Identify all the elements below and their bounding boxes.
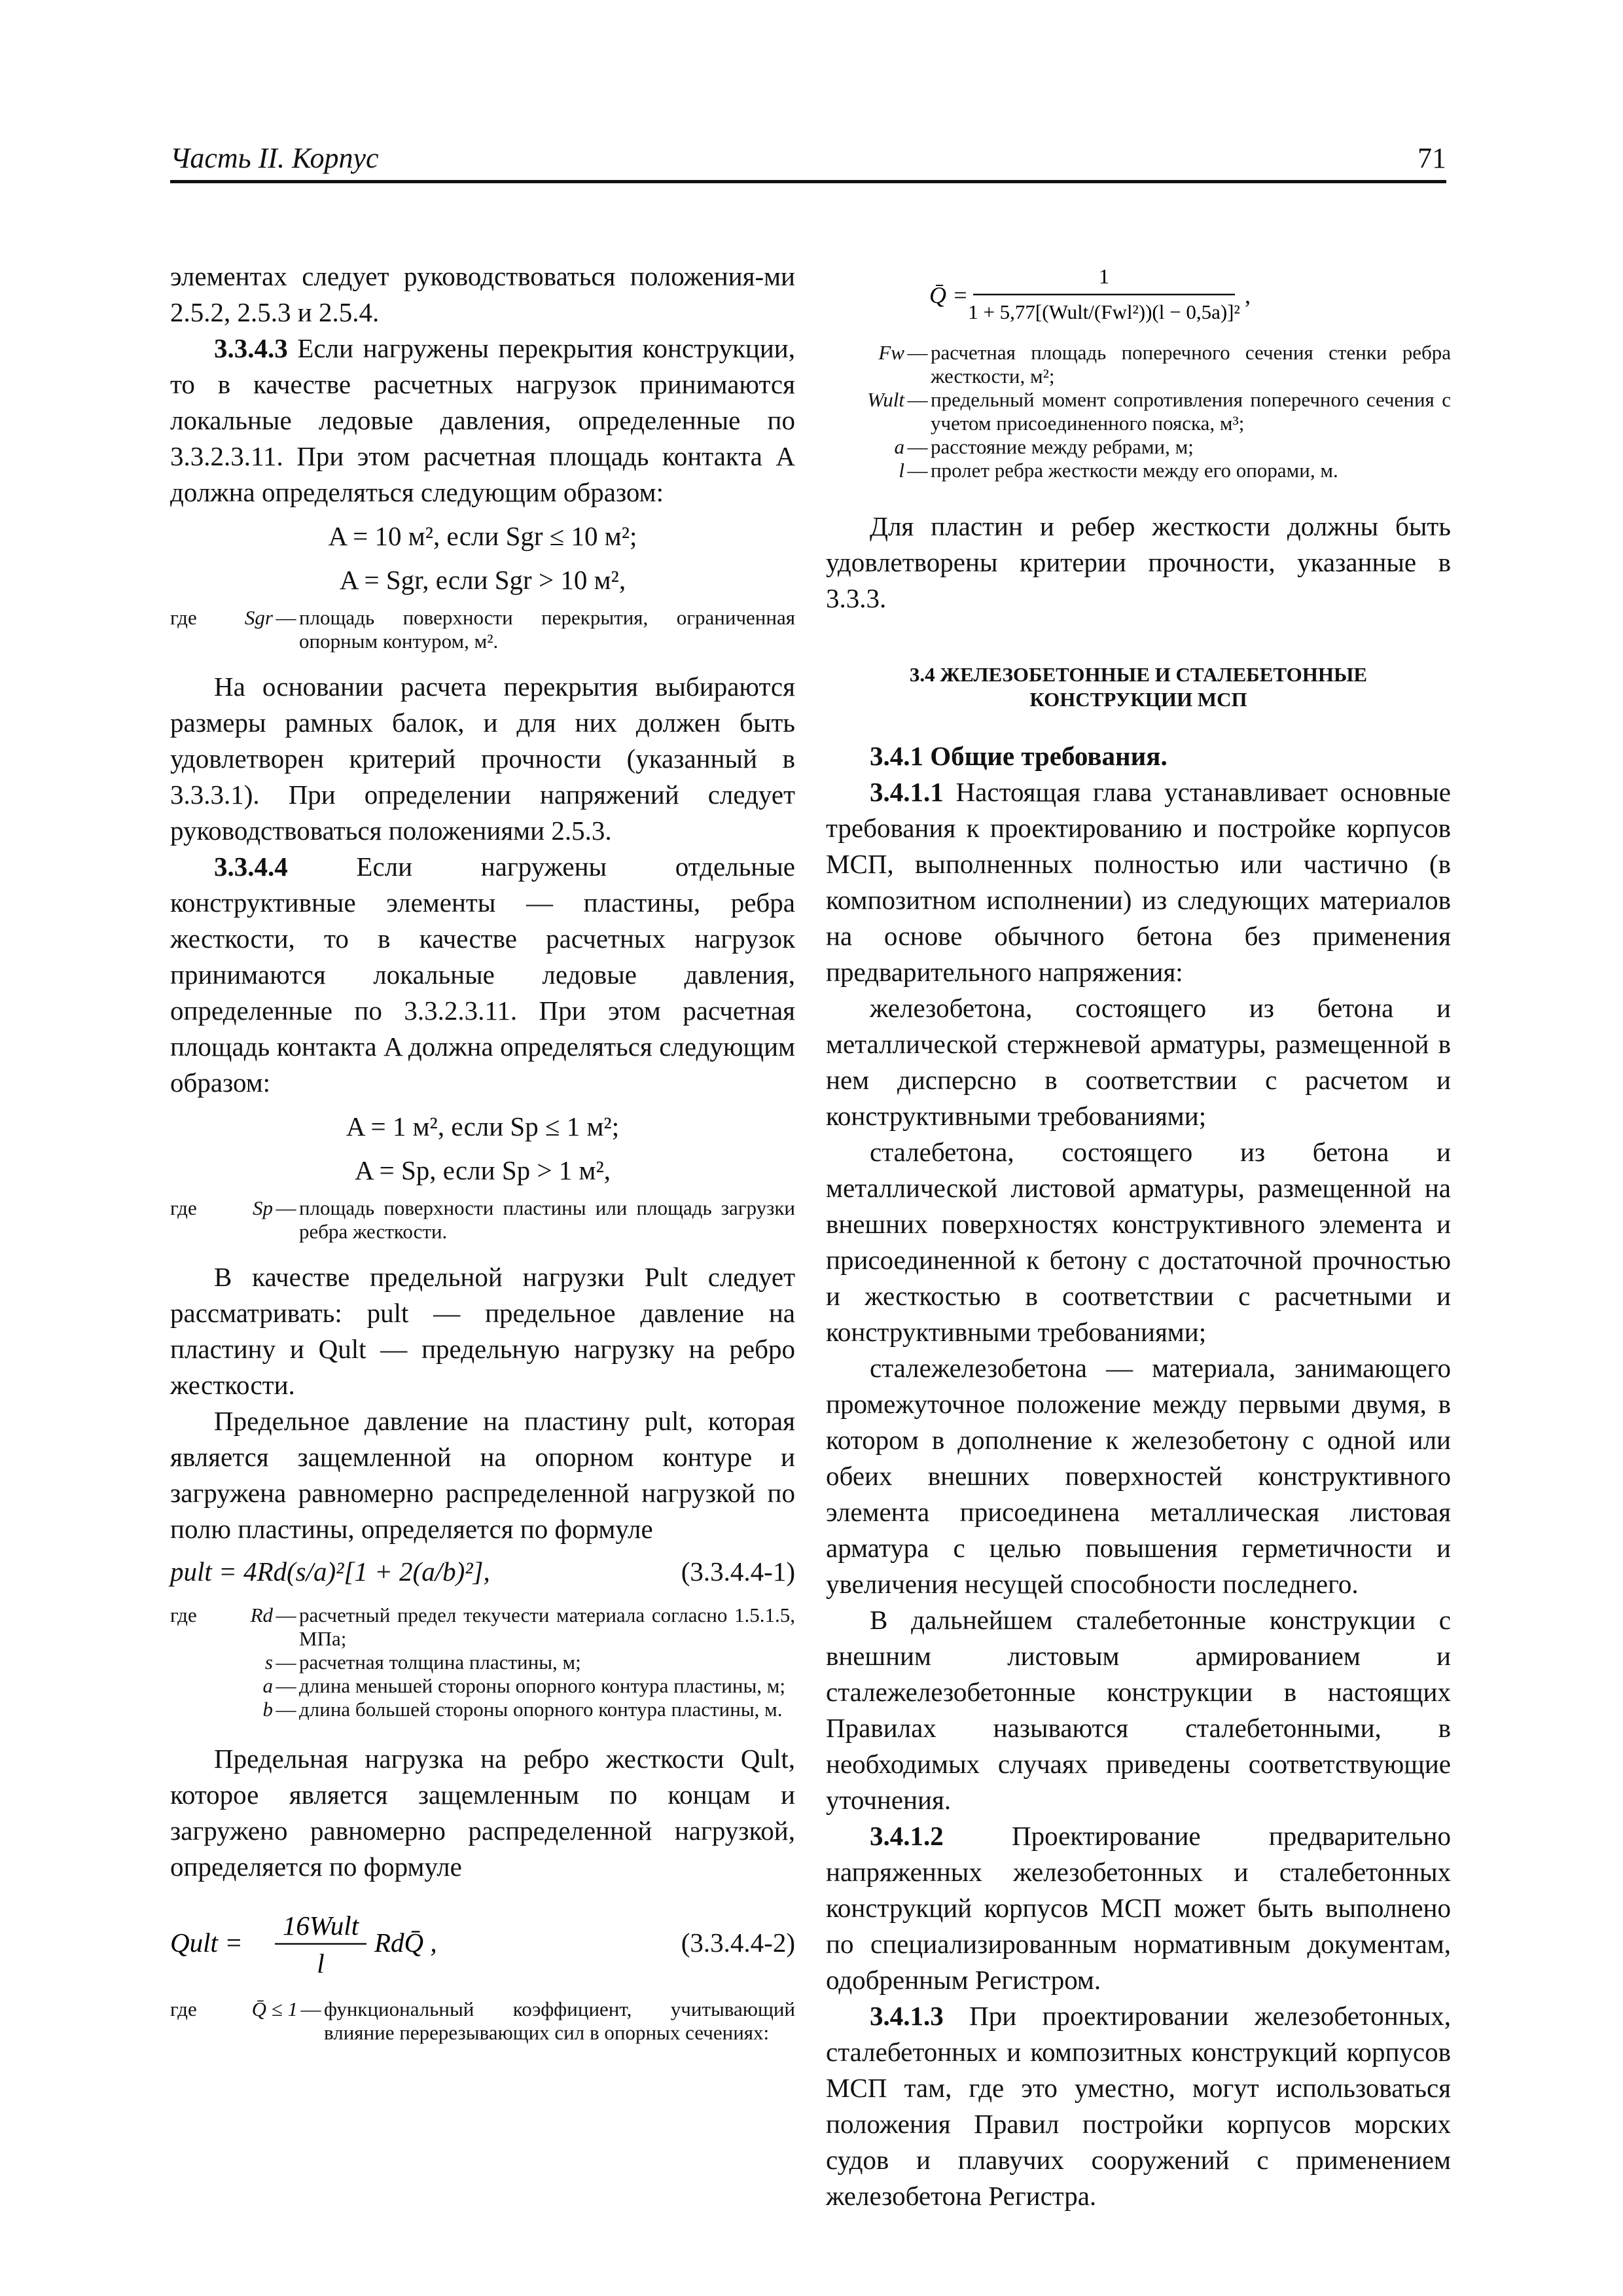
definition-text: расстояние между ребрами, м; [931,435,1194,458]
paragraph: Предельное давление на пластину pult, которая является защемленной на опорном контуре и загружена равномерно распределенной нагрузкой по полю пластины, определяется по формуле [170,1406,795,1544]
clause-number: 3.3.4.3 [214,333,288,363]
definition-text: функциональный коэффициент, учитывающий влияние перерезывающих сил в опорных сечениях: [324,1998,795,2044]
definition-row [170,1698,795,1721]
paragraph: В качестве предельной нагрузки Pult следует рассматривать: pult — предельное давление на пластину и Qult — предельную нагрузку на ребро жесткости. [170,1262,795,1400]
equation-lhs: Qult = [170,1928,243,1958]
formula: A = 1 м², если Sp ≤ 1 м²; [346,1111,620,1141]
equation-number: (3.3.4.4-2) [681,1928,795,1958]
page-header [170,141,1446,183]
equation-tail: , [1245,282,1251,308]
definition-text: длина большей стороны опорного контура пластины, м. [299,1698,783,1721]
dash: — [907,435,928,458]
symbol: b [262,1698,273,1721]
paragraph: На основании расчета перекрытия выбираются размеры рамных балок, и для них должен быть удовлетворен критерий прочности (указанный в 3.3.3.1). При определении напряжений следует руководствоваться положениями 2.5.3. [170,672,795,846]
definition-text: длина меньшей стороны опорного контура пластины, м; [299,1674,786,1697]
symbol: a [894,435,904,458]
paragraph: железобетона, состоящего из бетона и металлической стержневой арматуры, размещенной в нем дисперсно в соответствии с расчетом и конструктивными требованиями; [826,993,1451,1131]
clause-number: 3.3.4.4 [214,852,288,882]
clause-number: 3.4.1.3 [870,2001,944,2031]
where-label: где [170,1998,197,2020]
definition-row [170,1998,795,2045]
definition-row [170,1651,795,1674]
paragraph-text: Если нагружены перекрытия конструкции, то в качестве расчетных нагрузок принимаются локальные ледовые давления, определенные по 3.3.2.3.11. При этом расчетная площадь контакта A должна определяться следующим образом: [170,333,795,507]
dash: — [907,388,928,411]
formula: A = 10 м², если Sgr ≤ 10 м²; [328,521,637,551]
definitions [826,341,1451,482]
symbol: l [899,459,904,482]
clause-number: 3.4.1.1 [870,777,944,807]
definition-row [170,1674,795,1698]
dash: — [300,1998,321,2020]
clause-number: 3.4.1.2 [870,1821,944,1851]
symbol: s [264,1651,273,1674]
symbol: Sgr [244,606,273,629]
paragraph: сталежелезобетона — материала, занимающего промежуточное положение между первыми двумя, в котором в дополнение к железобетону с одной или обеих внешних поверхностей конструктивного элемента присоединена металлическая листовая арматура с целью повышения герметичности и увеличения несущей способности последнего. [826,1353,1451,1599]
fraction-denominator: l [317,1948,325,1979]
definition-row [826,459,1451,482]
paragraph [826,1998,1451,2214]
where-label: где [170,1604,197,1626]
dash: — [276,1674,296,1697]
symbol: Fw [878,341,904,364]
running-title: Часть II. Корпус [170,142,379,174]
definition-row [826,341,1451,388]
paragraph: сталебетона, состоящего из бетона и металлической листовой арматуры, размещенной на внешних поверхностях конструктивного элемента и присоединенной к бетону с достаточной прочностью и жесткостью в соответствии с расчетными и конструктивными требованиями; [826,1137,1451,1347]
fraction-numerator: 16Wult [282,1910,359,1941]
paragraph-text: Настоящая глава устанавливает основные требования к проектированию и постройке корпусов МСП, выполненных полностью или частично (в композитном исполнении) из следующих материалов на основе обычного бетона без применения предварительного напряжения: [826,777,1451,987]
definition-text: площадь поверхности пластины или площадь загрузки ребра жесткости. [299,1196,795,1243]
dash: — [907,341,928,364]
paragraph-text: При проектировании железобетонных, сталебетонных и композитных конструкций корпусов МСП там, где это уместно, могут использоваться положения Правил постройки корпусов морских судов и плавучих сооружений с применением железобетона Регистра. [826,2001,1451,2211]
equation [170,1554,795,1597]
right-column [826,259,1451,2214]
equation-number: (3.3.4.4-1) [681,1556,795,1587]
paragraph [170,849,795,1101]
left-column [170,259,795,2060]
equation-tail: RdQ̄ , [374,1928,437,1958]
fraction-denominator: 1 + 5,77[(Wult/(Fwl²))(l − 0,5a)]² [968,300,1240,323]
subsection-title: 3.4.1 Общие требования. [870,741,1168,771]
where-label: где [170,606,197,629]
paragraph [826,1818,1451,1998]
symbol: Sp [253,1196,273,1219]
formula: A = Sp, если Sp > 1 м², [354,1155,611,1185]
paragraph: Для пластин и ребер жесткости должны быть удовлетворены критерии прочности, указанные в 3.3.3. [826,511,1451,613]
where-label [170,1674,226,1698]
definition-row [170,1196,795,1244]
equation-body: pult = 4Rd(s/a)²[1 + 2(a/b)²], [170,1556,490,1587]
definition-text: площадь поверхности перекрытия, ограниченная опорным контуром, м². [299,606,795,653]
paragraph: элементах следует руководствоваться положения-ми 2.5.2, 2.5.3 и 2.5.4. [170,261,795,327]
paragraph-text: Проектирование предварительно напряженных железобетонных и сталебетонных конструкций корпусов МСП может быть выполнено по специализированным нормативным документам, одобренным Регистром. [826,1821,1451,1995]
definitions [170,1998,795,2045]
symbol: Rd [250,1604,273,1626]
definitions [170,1196,795,1244]
paragraph-text: Если нагружены отдельные конструктивные элементы — пластины, ребра жесткости, то в качестве расчетных нагрузок принимаются локальные ледовые давления, определенные по 3.3.2.3.11. При этом расчетная площадь контакта A должна определяться следующим образом: [170,852,795,1098]
fraction-equation [170,1895,628,1987]
definition-row [826,388,1451,435]
where-label [170,1698,226,1721]
definition-row [826,435,1451,459]
definition-text: расчетный предел текучести материала согласно 1.5.1.5, МПа; [299,1604,795,1650]
definition-text: расчетная площадь поперечного сечения стенки ребра жесткости, м²; [931,341,1451,387]
page-number: 71 [1418,142,1446,174]
symbol: a [262,1674,273,1697]
section-title: 3.4 ЖЕЛЕЗОБЕТОННЫЕ И СТАЛЕБЕТОННЫЕ КОНСТРУКЦИИ МСП [909,663,1368,711]
symbol: Q̄ ≤ 1 [251,1998,298,2020]
definitions [170,1604,795,1721]
paragraph [826,774,1451,990]
equation [826,259,1451,331]
fraction-numerator: 1 [1099,264,1109,288]
formula: A = Sgr, если Sgr > 10 м², [339,565,626,595]
equation [170,1895,795,1987]
definitions [170,606,795,653]
where-label [170,1651,226,1674]
definition-text: пролет ребра жесткости между его опорами, м. [931,459,1338,482]
dash: — [276,606,296,629]
symbol: Wult [867,388,904,411]
definition-text: расчетная толщина пластины, м; [299,1651,581,1674]
paragraph: Предельная нагрузка на ребро жесткости Qult, которое является защемленным по концам и загружено равномерно распределенной нагрузкой, определяется по формуле [170,1744,795,1882]
dash: — [276,1698,296,1721]
fraction-equation [826,259,1451,331]
dash: — [276,1196,296,1219]
dash: — [907,459,928,482]
paragraph: В дальнейшем сталебетонные конструкции с внешним листовым армированием и сталежелезобетонные конструкции в настоящих Правилах называются сталебетонными, в необходимых случаях приведены соответствующие уточнения. [826,1605,1451,1815]
equation-lhs: Q̄ = [929,282,969,308]
where-label: где [170,1196,197,1219]
paragraph [170,331,795,511]
definition-row [170,606,795,653]
definition-row [170,1604,795,1651]
dash: — [276,1651,296,1674]
definition-text: предельный момент сопротивления поперечного сечения с учетом присоединенного пояска, м³; [931,388,1451,435]
dash: — [276,1604,296,1626]
